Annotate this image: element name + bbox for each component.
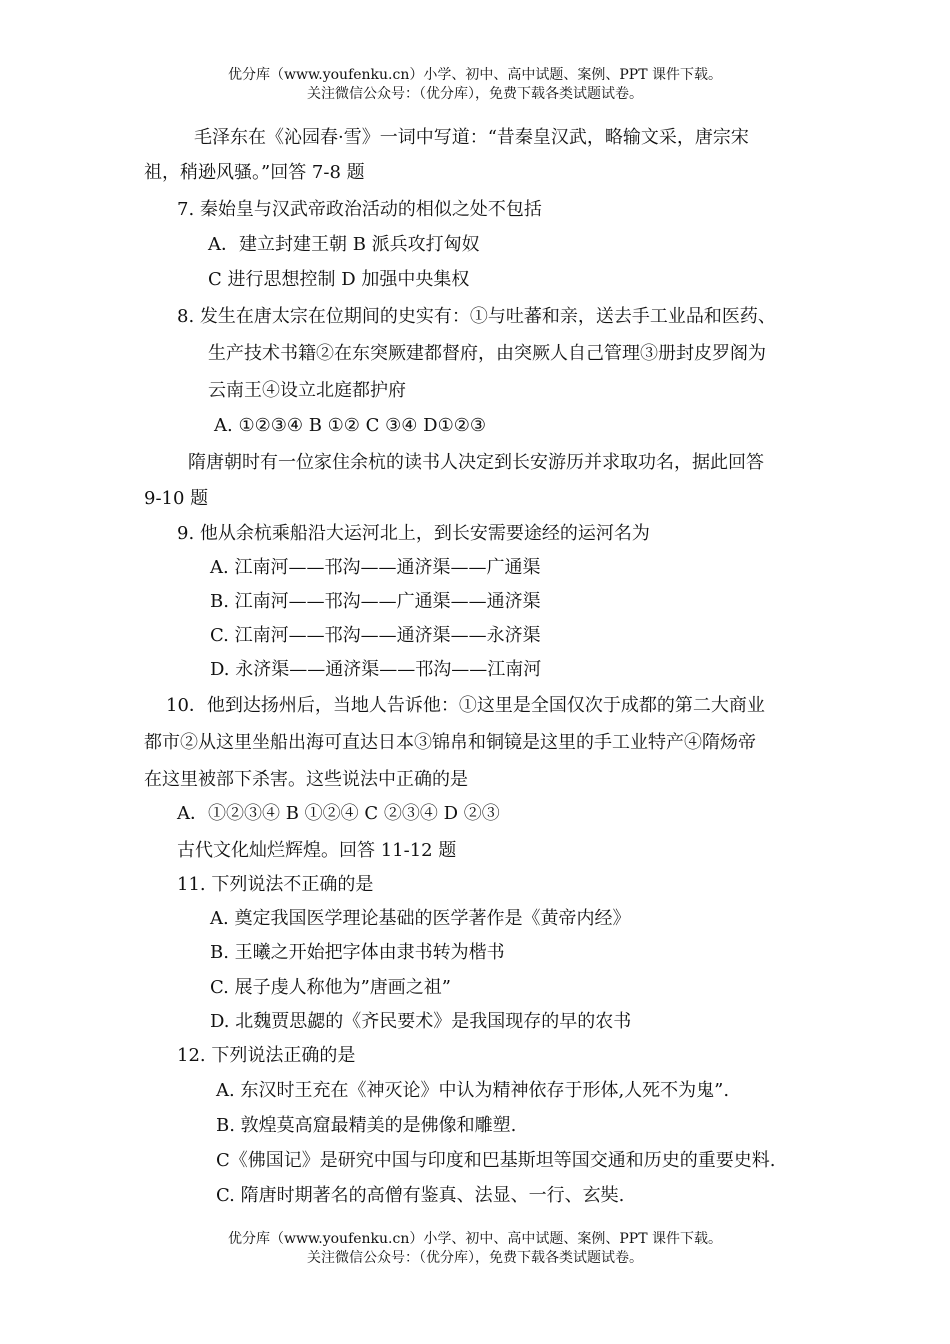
q12-option-b: B. 敦煌莫高窟最精美的是佛像和雕塑. <box>216 1115 517 1136</box>
q8-options: A. ①②③④ B ①② C ③④ D①②③ <box>214 415 486 436</box>
q7-options-row-1: A．建立封建王朝 B 派兵攻打匈奴 <box>208 234 480 255</box>
q9-option-d: D. 永济渠——通济渠——邗沟——江南河 <box>210 659 542 680</box>
header-line-2: 关注微信公众号：（优分库），免费下载各类试题试卷。 <box>307 86 643 102</box>
q10-line-3: 在这里被部下杀害。这些说法中正确的是 <box>144 769 468 790</box>
q8-line-2: 生产技术书籍②在东突厥建都督府，由突厥人自己管理③册封皮罗阁为 <box>208 343 766 364</box>
q9-option-a: A. 江南河——邗沟——通济渠——广通渠 <box>210 557 541 578</box>
q12-option-a: A. 东汉时王充在《神灭论》中认为精神依存于形体,人死不为鬼”. <box>216 1080 730 1101</box>
intro-7-8-line-2: 祖，稍逊风骚。”回答 7-8 题 <box>144 162 365 183</box>
q10-line-1: 10．他到达扬州后，当地人告诉他：①这里是全国仅次于成都的第二大商业 <box>166 695 765 716</box>
q11-stem: 11. 下列说法不正确的是 <box>177 874 374 895</box>
q11-option-a: A. 奠定我国医学理论基础的医学著作是《黄帝内经》 <box>210 908 631 929</box>
q8-line-3: 云南王④设立北庭都护府 <box>208 380 406 401</box>
intro-11-12: 古代文化灿烂辉煌。回答 11-12 题 <box>177 840 457 861</box>
q10-options: A．①②③④ B ①②④ C ②③④ D ②③ <box>177 803 500 824</box>
intro-9-10-line-2: 9-10 题 <box>144 488 209 509</box>
q11-option-d: D. 北魏贾思勰的《齐民要术》是我国现存的早的农书 <box>210 1011 632 1032</box>
q9-option-c: C. 江南河——邗沟——通济渠——永济渠 <box>210 625 541 646</box>
intro-7-8-line-1: 毛泽东在《沁园春·雪》一词中写道：“昔秦皇汉武，略输文采，唐宗宋 <box>194 127 749 148</box>
q11-option-b: B. 王曦之开始把字体由隶书转为楷书 <box>210 942 505 963</box>
q7-options-row-2: C 进行思想控制 D 加强中央集权 <box>208 269 470 290</box>
header-line-1: 优分库（www.youfenku.cn）小学、初中、高中试题、案例、PPT 课件下载。 <box>227 67 722 83</box>
intro-9-10-line-1: 隋唐朝时有一位家住余杭的读书人决定到长安游历并求取功名，据此回答 <box>188 452 764 473</box>
q9-stem: 9. 他从余杭乘船沿大运河北上，到长安需要途经的运河名为 <box>177 523 650 544</box>
q8-line-1: 8. 发生在唐太宗在位期间的史实有：①与吐蕃和亲，送去手工业品和医药、 <box>177 306 776 327</box>
q9-option-b: B. 江南河——邗沟——广通渠——通济渠 <box>210 591 541 612</box>
footer-line-1: 优分库（www.youfenku.cn）小学、初中、高中试题、案例、PPT 课件下载。 <box>227 1231 722 1247</box>
q11-option-c: C. 展子虔人称他为”唐画之祖” <box>210 977 451 998</box>
footer-line-2: 关注微信公众号：（优分库），免费下载各类试题试卷。 <box>307 1250 643 1266</box>
q12-stem: 12. 下列说法正确的是 <box>177 1045 356 1066</box>
q12-option-c: C《佛国记》是研究中国与印度和巴基斯坦等国交通和历史的重要史料. <box>216 1150 776 1171</box>
q12-option-d: C. 隋唐时期著名的高僧有鉴真、法显、一行、玄奘. <box>216 1185 625 1206</box>
q10-line-2: 都市②从这里坐船出海可直达日本③锦帛和铜镜是这里的手工业特产④隋炀帝 <box>144 732 756 753</box>
q7-stem: 7. 秦始皇与汉武帝政治活动的相似之处不包括 <box>177 199 542 220</box>
